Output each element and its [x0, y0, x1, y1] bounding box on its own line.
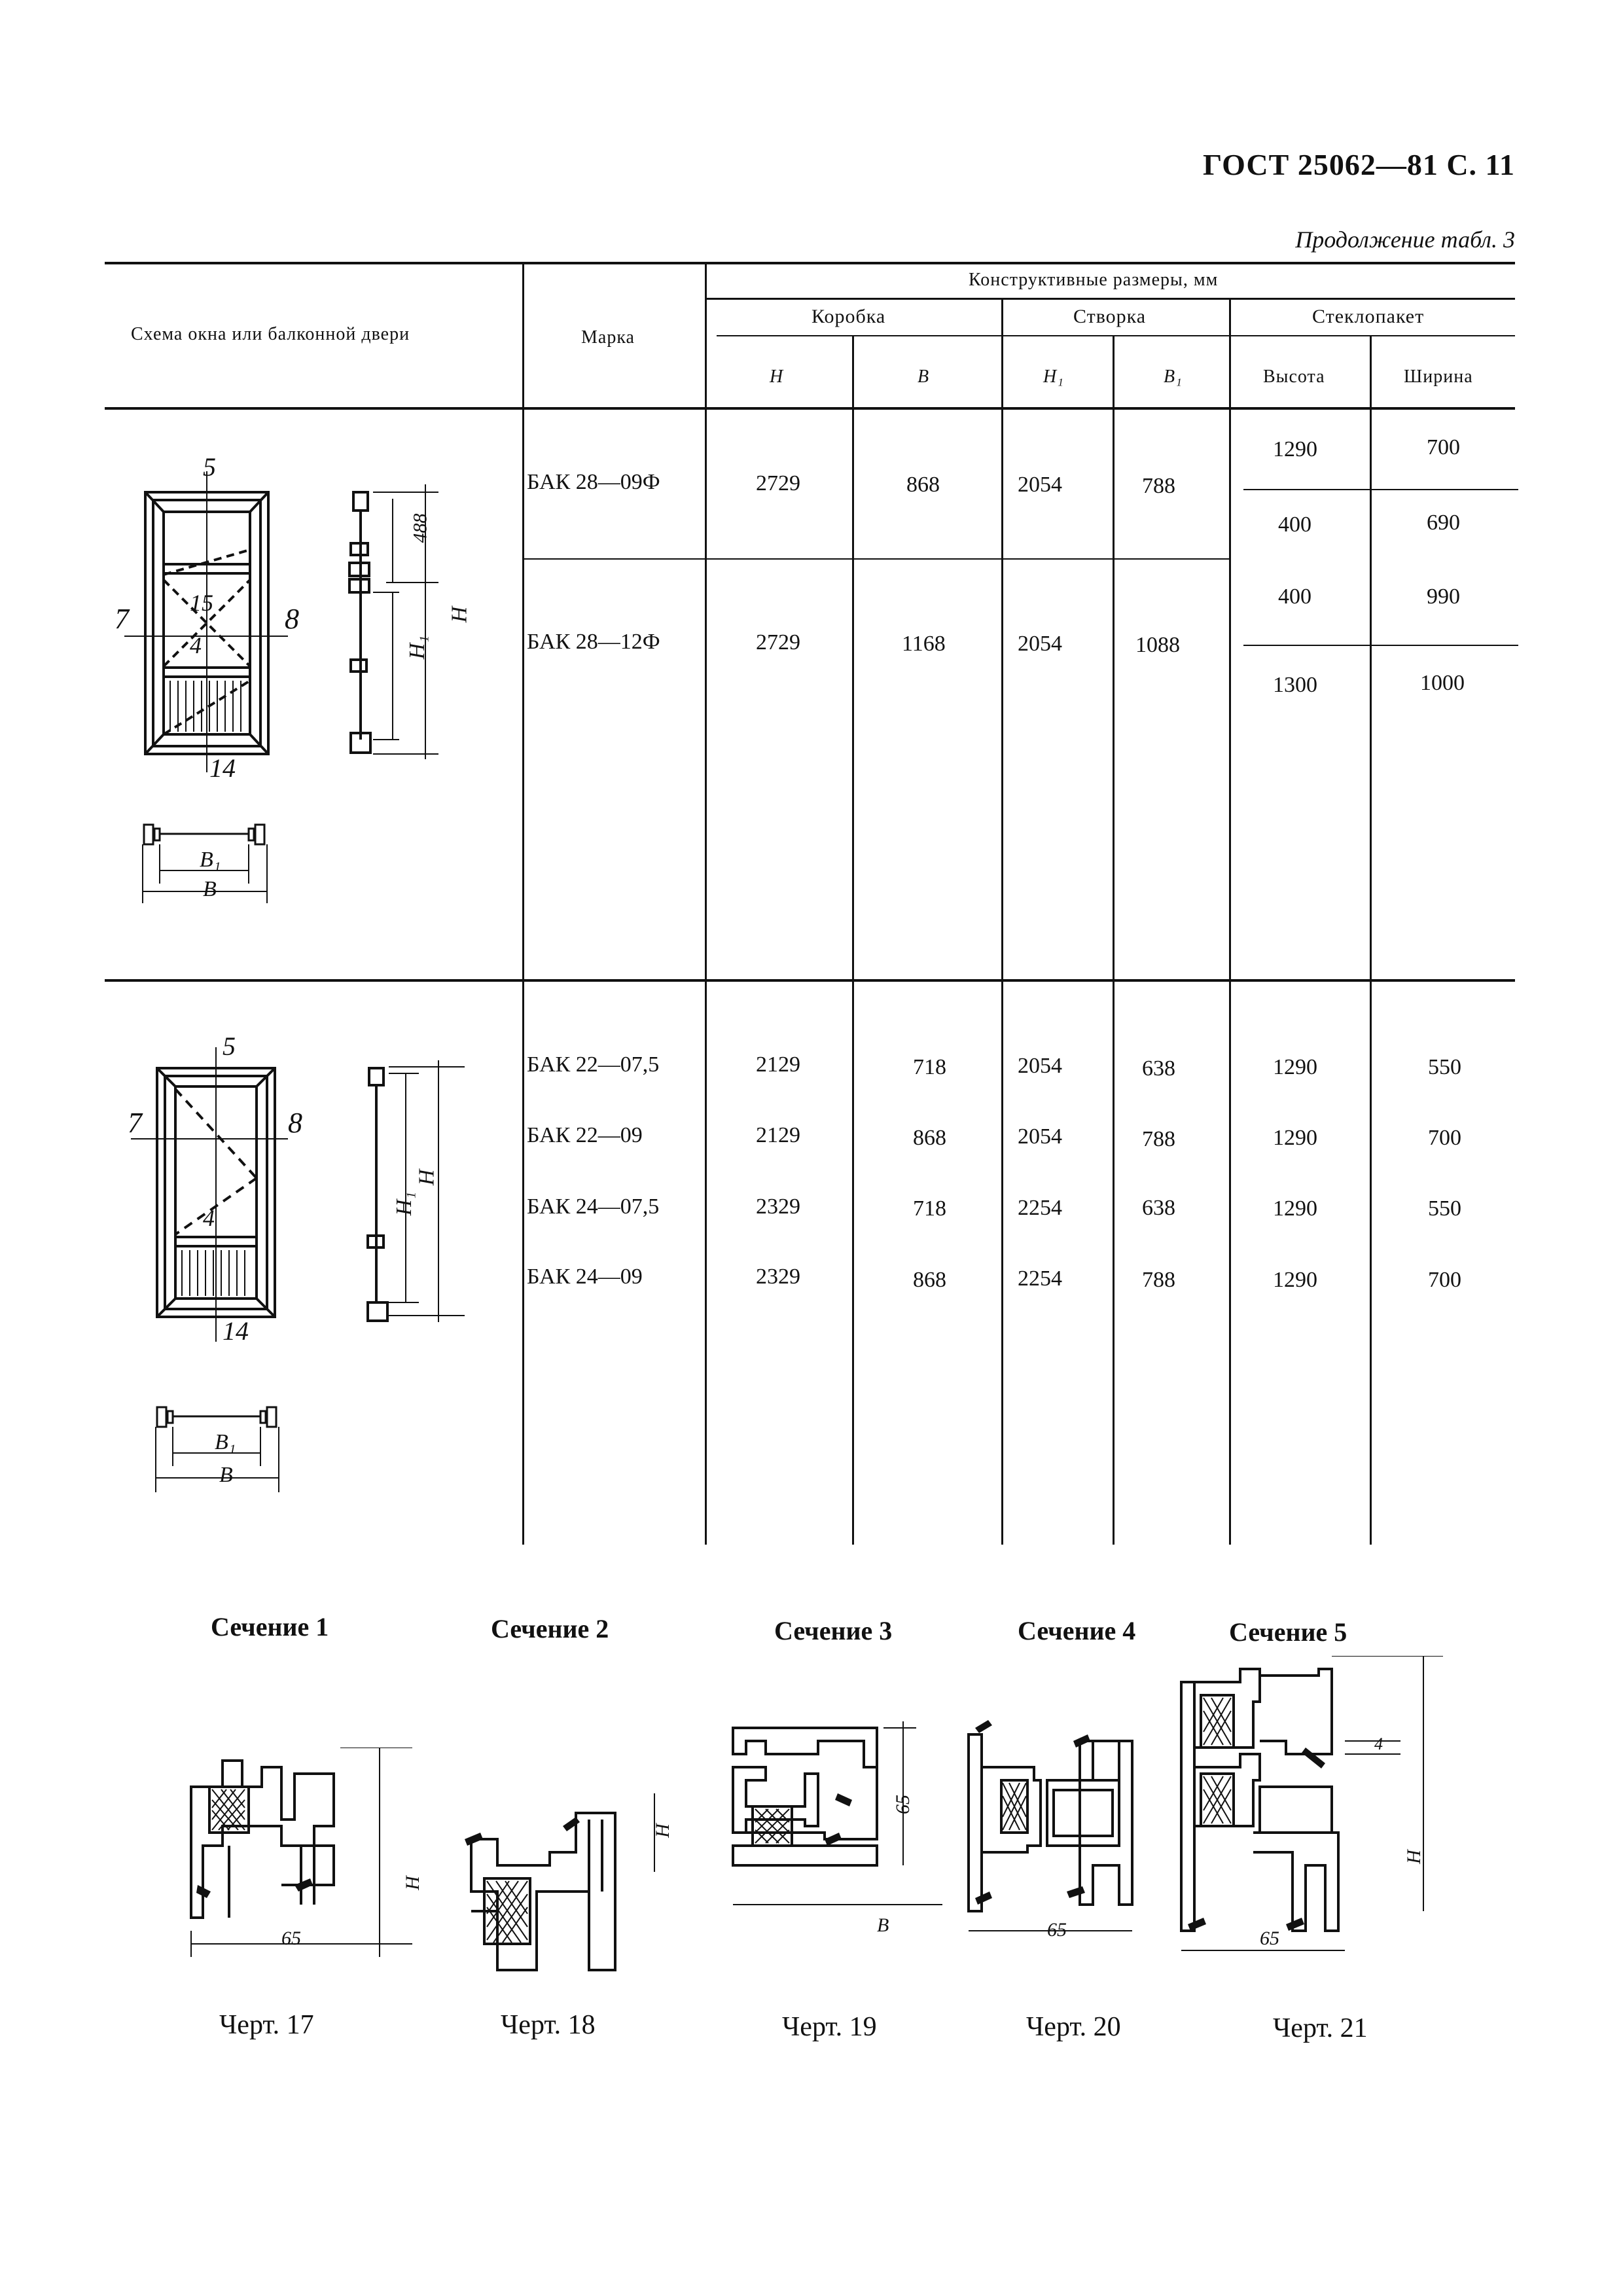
section-dim: 65	[1047, 1919, 1067, 1941]
glass-width: 1000	[1420, 671, 1465, 695]
section-title: Сечение 3	[774, 1616, 893, 1645]
scheme-dim-B: B	[203, 877, 217, 901]
scheme-label-4: 4	[203, 1205, 215, 1231]
scheme-label-5: 5	[203, 452, 216, 482]
header-glass: Стеклопакет	[1312, 306, 1425, 327]
row-H: 2129	[756, 1123, 800, 1147]
scheme-label-7: 7	[128, 1107, 142, 1139]
section-dim-side: H	[1402, 1850, 1425, 1864]
row-H1: 2254	[1018, 1196, 1062, 1220]
glass-height: 1290	[1273, 1268, 1317, 1292]
row-mark: БАК 24—07,5	[527, 1194, 660, 1219]
col-rule-B1	[1113, 335, 1115, 1545]
header-sash: Створка	[1073, 306, 1147, 327]
row-B: 718	[913, 1055, 946, 1079]
balcony-door-scheme-bottom	[118, 1034, 510, 1545]
scheme-dim-B: B	[219, 1463, 233, 1487]
header-B1: B₁	[1164, 367, 1183, 387]
row-B: 718	[913, 1196, 946, 1221]
header-H1: H₁	[1043, 367, 1064, 387]
row-mark: БАК 28—09Ф	[527, 470, 660, 494]
row-B: 868	[913, 1126, 946, 1150]
row-B: 868	[906, 473, 940, 497]
row-H1: 2054	[1018, 1124, 1062, 1149]
profile-section-1	[183, 1748, 445, 1970]
glass-divider-2	[1243, 645, 1518, 646]
profile-section-5	[1175, 1656, 1463, 1964]
table-top-rule	[105, 262, 1515, 264]
row-B1: 638	[1142, 1056, 1175, 1081]
row-mark: БАК 24—09	[527, 1265, 643, 1289]
row-H1: 2054	[1018, 473, 1062, 497]
glass-width: 990	[1427, 584, 1460, 609]
scheme-label-4: 4	[190, 632, 202, 658]
scheme-dim-H1: H₁	[392, 1191, 417, 1216]
figure-caption: Черт. 17	[219, 2010, 314, 2040]
section-dim: 65	[281, 1928, 301, 1949]
scheme-dim-H: H	[447, 606, 472, 623]
scheme-dim-B1: B₁	[215, 1430, 236, 1454]
section-title: Сечение 1	[211, 1612, 329, 1641]
glass-divider-1	[1243, 489, 1518, 490]
row-H: 2329	[756, 1194, 800, 1219]
section-divider-rule	[105, 979, 1515, 982]
header-sizes: Конструктивные размеры, мм	[969, 270, 1219, 290]
header-box: Коробка	[812, 306, 886, 327]
scheme-dim-H1: H₁	[405, 635, 430, 660]
glass-height: 1290	[1273, 437, 1317, 461]
glass-width: 700	[1428, 1126, 1461, 1150]
row-B1: 788	[1142, 1127, 1175, 1151]
section-title: Сечение 4	[1018, 1616, 1136, 1645]
header-mark: Марка	[581, 327, 635, 348]
section-dim: B	[877, 1914, 889, 1936]
row-B1: 788	[1142, 1268, 1175, 1292]
row-B1: 788	[1142, 474, 1175, 498]
row-H: 2329	[756, 1265, 800, 1289]
row-mark: БАК 28—12Ф	[527, 630, 660, 654]
header-scheme: Схема окна или балконной двери	[131, 324, 410, 344]
row-B1: 638	[1142, 1196, 1175, 1220]
page-header: ГОСТ 25062—81 С. 11	[1202, 148, 1515, 181]
section-dim-side: 65	[892, 1795, 914, 1814]
glass-height: 400	[1278, 512, 1311, 537]
scheme-label-14: 14	[223, 1316, 249, 1346]
glass-height: 1290	[1273, 1196, 1317, 1221]
scheme-label-8: 8	[288, 1107, 302, 1139]
section-title: Сечение 2	[491, 1614, 609, 1643]
col-rule-width	[1370, 335, 1372, 1545]
header-rule-1	[707, 298, 1515, 300]
glass-width: 700	[1428, 1268, 1461, 1292]
scheme-label-8: 8	[285, 603, 299, 635]
section-dim-side: H	[401, 1876, 423, 1890]
section-title: Сечение 5	[1229, 1617, 1347, 1647]
glass-height: 1290	[1273, 1126, 1317, 1150]
scheme-label-5: 5	[223, 1031, 236, 1061]
header-H: H	[770, 367, 784, 387]
col-rule-sash	[1001, 298, 1003, 1545]
row-divider	[524, 558, 1230, 560]
scheme-dim-B1: B₁	[200, 848, 221, 872]
balcony-door-scheme-top	[98, 452, 517, 962]
header-width: Ширина	[1404, 367, 1473, 387]
header-height: Высота	[1263, 367, 1325, 387]
figure-caption: Черт. 21	[1273, 2013, 1368, 2043]
col-rule-B	[852, 335, 854, 1545]
profile-section-4	[962, 1715, 1158, 1950]
header-B: B	[918, 367, 930, 387]
glass-height: 1300	[1273, 673, 1317, 697]
scheme-label-15: 15	[190, 590, 213, 616]
row-H1: 2054	[1018, 1054, 1062, 1078]
row-mark: БАК 22—07,5	[527, 1052, 660, 1077]
row-H1: 2254	[1018, 1266, 1062, 1291]
row-H1: 2054	[1018, 632, 1062, 656]
row-mark: БАК 22—09	[527, 1123, 643, 1147]
section-dim-side: H	[651, 1823, 673, 1838]
glass-width: 700	[1427, 435, 1460, 459]
row-B: 868	[913, 1268, 946, 1292]
row-B1: 1088	[1135, 633, 1180, 657]
scheme-label-7: 7	[115, 603, 129, 635]
section-dim: 65	[1260, 1928, 1279, 1949]
header-rule-2	[717, 335, 1515, 336]
figure-caption: Черт. 20	[1026, 2012, 1121, 2042]
row-B: 1168	[902, 632, 946, 656]
glass-height: 400	[1278, 584, 1311, 609]
row-H: 2729	[756, 471, 800, 495]
col-rule-glass	[1229, 298, 1231, 1545]
row-H: 2729	[756, 630, 800, 655]
scheme-dim-H: H	[414, 1169, 439, 1186]
glass-width: 550	[1428, 1055, 1461, 1079]
col-rule-mark	[522, 262, 524, 1545]
table-continuation-label: Продолжение табл. 3	[1295, 226, 1515, 253]
section-dim-extra: 4	[1374, 1734, 1383, 1753]
profile-section-3	[726, 1721, 955, 1957]
glass-width: 690	[1427, 511, 1460, 535]
glass-height: 1290	[1273, 1055, 1317, 1079]
scheme-dim-488: 488	[409, 513, 431, 543]
col-rule-sizes	[705, 262, 707, 1545]
figure-caption: Черт. 18	[501, 2010, 596, 2040]
header-bottom-rule	[105, 407, 1515, 410]
row-H: 2129	[756, 1052, 800, 1077]
figure-caption: Черт. 19	[782, 2012, 877, 2042]
scheme-label-14: 14	[209, 753, 236, 783]
glass-width: 550	[1428, 1196, 1461, 1221]
